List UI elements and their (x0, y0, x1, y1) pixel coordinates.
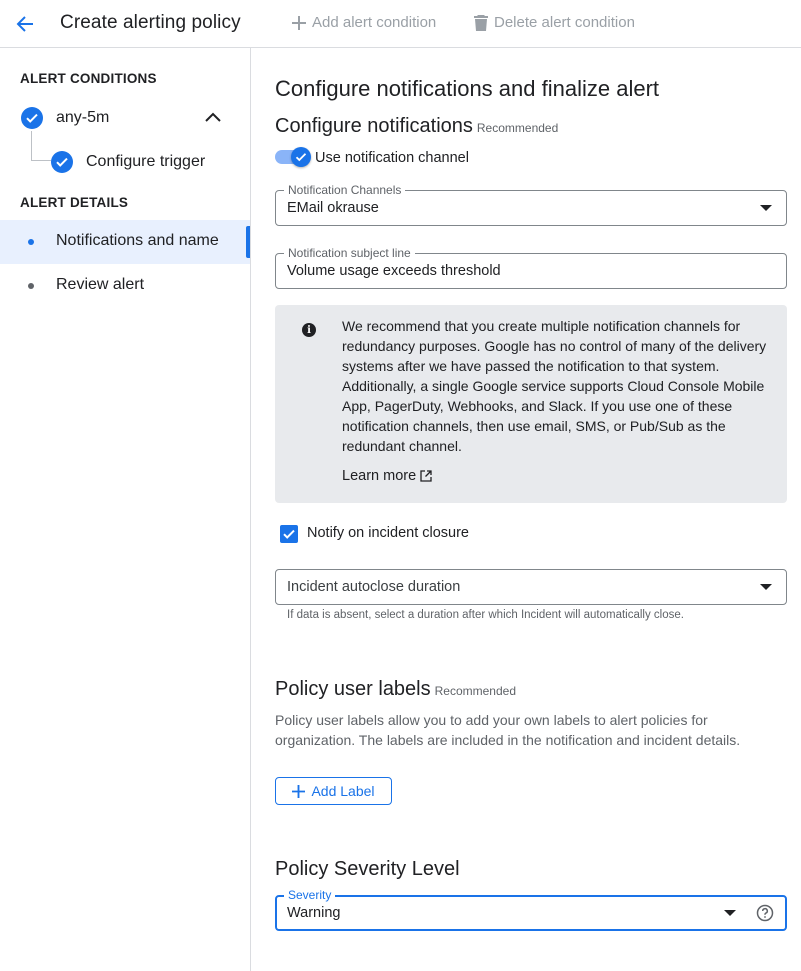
policy-user-labels-description: Policy user labels allow you to add your own labels to alert policies for organization. The labels are included in the notification and incident details. (275, 712, 741, 748)
autoclose-helper-text: If data is absent, select a duration after which Incident will automatically close. (287, 609, 684, 621)
sidebar-item-label: Notifications and name (56, 232, 219, 249)
page-heading: Configure notifications and finalize alert (275, 76, 660, 101)
field-value: EMail okrause (287, 200, 379, 216)
configure-notifications-title: Configure notifications (275, 115, 473, 137)
delete-alert-condition-button[interactable] (474, 14, 635, 31)
policy-user-labels-title: Policy user labels (275, 678, 431, 700)
configure-trigger-item[interactable] (0, 144, 250, 180)
dropdown-arrow-icon (724, 910, 736, 916)
sidebar-item-label: Review alert (56, 276, 145, 293)
toggle-label: Use notification channel (315, 150, 469, 166)
field-value: Volume usage exceeds threshold (287, 263, 501, 279)
page-title: Create alerting policy (60, 12, 241, 33)
add-label-text: Add Label (311, 783, 375, 799)
field-value: Warning (287, 905, 341, 921)
incident-autoclose-select[interactable] (275, 569, 787, 605)
alert-details-header: ALERT DETAILS (20, 195, 129, 210)
check-circle-icon (21, 107, 43, 129)
plus-icon (292, 16, 306, 30)
info-icon: i (302, 323, 316, 337)
recommended-tag: Recommended (476, 121, 559, 135)
field-label: Notification subject line (284, 246, 415, 260)
sidebar-item-notifications-and-name[interactable] (0, 220, 250, 264)
learn-more-link[interactable] (342, 468, 432, 484)
configure-notifications-heading (275, 115, 558, 138)
trash-icon (474, 15, 488, 31)
notification-subject-input[interactable] (275, 246, 787, 289)
configure-trigger-label: Configure trigger (86, 153, 206, 170)
policy-severity-heading: Policy Severity Level (275, 858, 460, 880)
top-bar (0, 0, 801, 48)
recommended-tag: Recommended (434, 684, 516, 698)
info-callout (275, 305, 787, 503)
alert-conditions-header: ALERT CONDITIONS (20, 71, 157, 86)
notify-closure-label: Notify on incident closure (307, 525, 469, 541)
toggle-thumb-check-icon (291, 147, 311, 167)
sidebar-item-review-alert[interactable] (0, 264, 250, 308)
checkmark-icon (282, 527, 296, 541)
field-label: Severity (284, 888, 335, 902)
active-dot-icon (28, 239, 34, 245)
learn-more-label: Learn more (342, 468, 417, 484)
dropdown-arrow-icon (760, 584, 772, 590)
field-label: Notification Channels (284, 183, 405, 197)
delete-alert-condition-label: Delete alert condition (494, 14, 635, 31)
main-content (251, 48, 801, 971)
field-placeholder: Incident autoclose duration (287, 579, 461, 595)
plus-icon (292, 785, 305, 798)
external-link-icon (420, 470, 432, 482)
dropdown-arrow-icon (760, 205, 772, 211)
back-arrow-icon[interactable] (12, 11, 38, 37)
notification-channels-select[interactable] (275, 183, 787, 226)
condition-name: any-5m (56, 109, 110, 126)
sidebar (0, 48, 251, 971)
add-alert-condition-label: Add alert condition (312, 14, 437, 31)
notify-closure-checkbox[interactable] (280, 525, 298, 543)
info-text: We recommend that you create multiple notification channels for redundancy purposes. Google has no control of many of the delivery systems after we have passed the notification to that system. Additionally, a single Google service supports Cloud Console Mobile App, PagerDuty, Webhooks, and Slack. If you use one of these notification channels, then use email, SMS, or Pub/Sub as the redundant channel. (342, 318, 767, 454)
notification-channel-toggle[interactable] (275, 147, 311, 167)
dot-icon (28, 283, 34, 289)
policy-user-labels-heading (275, 678, 516, 701)
add-alert-condition-button[interactable] (292, 14, 436, 31)
severity-select[interactable] (275, 888, 787, 931)
chevron-up-icon[interactable] (204, 110, 222, 124)
help-icon[interactable] (756, 904, 774, 922)
add-label-button[interactable] (275, 777, 392, 805)
check-circle-icon (51, 151, 73, 173)
